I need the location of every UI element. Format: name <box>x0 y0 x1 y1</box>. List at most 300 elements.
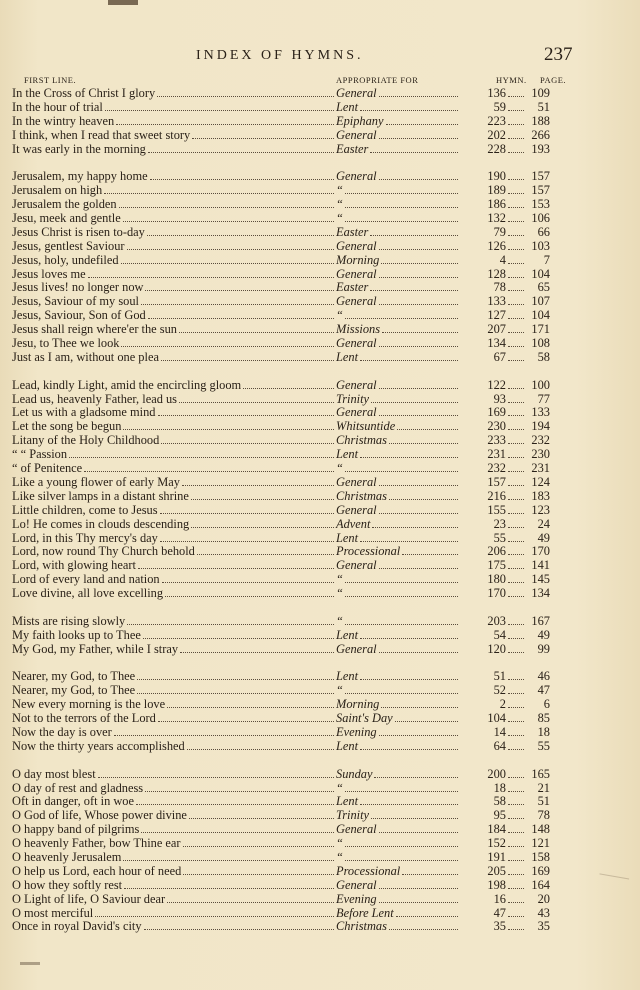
index-entry <box>12 254 572 268</box>
leader-dots <box>508 289 524 291</box>
hymn-number: 152 <box>487 836 506 851</box>
first-line-text: Let us with a gladsome mind <box>12 406 156 420</box>
separator-dots-cell <box>506 901 526 906</box>
leader-dots <box>371 817 458 819</box>
appropriate-for-cell <box>336 559 460 573</box>
separator-dots-cell <box>506 928 526 933</box>
leader-dots <box>183 845 334 847</box>
leader-dots <box>165 595 334 597</box>
appropriate-for-cell <box>336 448 460 462</box>
page-ref: 194 <box>531 419 550 434</box>
page-ref: 24 <box>537 516 550 531</box>
index-entry <box>12 726 572 740</box>
leader-dots <box>508 678 524 680</box>
leader-dots <box>192 137 334 139</box>
leader-dots <box>345 220 458 222</box>
first-line-text: O day most blest <box>12 767 96 781</box>
separator-dots-cell <box>506 484 526 489</box>
index-entry <box>12 615 572 629</box>
hymn-number: 23 <box>493 516 506 531</box>
leader-dots <box>508 887 524 889</box>
appropriate-for-cell <box>336 393 460 407</box>
first-line-text: Love divine, all love excelling <box>12 587 164 601</box>
leader-dots <box>137 692 334 694</box>
appropriate-for-text: General <box>336 336 377 351</box>
appropriate-for-cell <box>336 198 460 212</box>
leader-dots <box>508 845 524 847</box>
first-line-text: O heavenly Father, bow Thine ear <box>12 837 181 851</box>
appropriate-for-cell <box>336 337 460 351</box>
appropriate-for-text: Lent <box>336 669 359 684</box>
hymn-number: 122 <box>487 377 506 392</box>
first-line-cell <box>12 434 336 448</box>
separator-dots-cell <box>506 553 526 558</box>
hymn-number: 14 <box>493 724 506 739</box>
separator-dots-cell <box>506 331 526 336</box>
first-line-text: O help us Lord, each hour of need <box>12 864 182 878</box>
appropriate-for-text: Christmas <box>336 488 387 503</box>
appropriate-for-cell <box>336 865 460 879</box>
leader-dots <box>508 428 524 430</box>
leader-dots <box>508 540 524 542</box>
appropriate-for-cell <box>336 545 460 559</box>
page-ref: 164 <box>531 877 550 892</box>
first-line-text: Lo! He comes in clouds descending <box>12 517 190 531</box>
hymn-number: 231 <box>487 447 506 462</box>
hymn-number: 52 <box>493 683 506 698</box>
index-entry <box>12 406 572 420</box>
first-line-text: Now the day is over <box>12 725 112 739</box>
hymn-number: 35 <box>493 919 506 934</box>
leader-dots <box>382 331 458 333</box>
print-mark <box>20 962 40 965</box>
leader-dots <box>381 706 458 708</box>
separator-dots-cell <box>506 651 526 656</box>
separator-dots-cell <box>506 317 526 322</box>
first-line-text: Jerusalem, my happy home <box>12 170 148 184</box>
leader-dots <box>508 456 524 458</box>
index-entry <box>12 837 572 851</box>
index-entry <box>12 448 572 462</box>
appropriate-for-text: General <box>336 377 377 392</box>
appropriate-for-text: General <box>336 558 377 573</box>
leader-dots <box>150 178 334 180</box>
first-line-text: Jesus Christ is risen to-day <box>12 225 145 239</box>
appropriate-for-text: “ <box>336 461 343 476</box>
index-entry <box>12 893 572 907</box>
first-line-cell <box>12 115 336 129</box>
leader-dots <box>379 137 458 139</box>
leader-dots <box>147 234 334 236</box>
appropriate-for-cell <box>336 837 460 851</box>
hymn-number: 155 <box>487 502 506 517</box>
hymn-number: 55 <box>493 530 506 545</box>
index-entry <box>12 559 572 573</box>
index-entry <box>12 476 572 490</box>
page-ref: 104 <box>531 266 550 281</box>
hymn-number: 184 <box>487 822 506 837</box>
index-entry <box>12 920 572 934</box>
hymn-number: 189 <box>487 183 506 198</box>
leader-dots <box>379 734 458 736</box>
leader-dots <box>370 289 458 291</box>
first-line-text: Just as I am, without one plea <box>12 350 159 364</box>
first-line-text: Little children, come to Jesus <box>12 503 158 517</box>
index-entry <box>12 712 572 726</box>
separator-dots-cell <box>506 873 526 878</box>
index-entry <box>12 865 572 879</box>
leader-dots <box>243 387 334 389</box>
page-ref: 51 <box>537 794 550 809</box>
separator-dots-cell <box>506 123 526 128</box>
appropriate-for-text: General <box>336 294 377 309</box>
separator-dots-cell <box>506 401 526 406</box>
index-entry <box>12 823 572 837</box>
leader-dots <box>402 873 458 875</box>
appropriate-for-text: Missions <box>336 322 381 337</box>
page-ref: 65 <box>537 280 550 295</box>
index-entry <box>12 226 572 240</box>
page-ref: 231 <box>531 461 550 476</box>
first-line-cell <box>12 893 336 907</box>
index-entry <box>12 573 572 587</box>
hymn-number: 136 <box>487 86 506 100</box>
leader-dots <box>136 803 334 805</box>
leader-dots <box>179 401 334 403</box>
leader-dots <box>508 706 524 708</box>
leader-dots <box>187 748 334 750</box>
leader-dots <box>345 192 458 194</box>
index-entry <box>12 629 572 643</box>
index-entry <box>12 782 572 796</box>
leader-dots <box>508 303 524 305</box>
leader-dots <box>121 262 334 264</box>
first-line-cell <box>12 920 336 934</box>
separator-dots-cell <box>506 303 526 308</box>
appropriate-for-text: Whitsuntide <box>336 419 396 434</box>
first-line-text: Litany of the Holy Childhood <box>12 434 160 448</box>
leader-dots <box>508 692 524 694</box>
first-line-text: Jesu, meek and gentle <box>12 212 121 226</box>
leader-dots <box>379 414 458 416</box>
appropriate-for-cell <box>336 795 460 809</box>
leader-dots <box>148 151 334 153</box>
separator-dots-cell <box>506 567 526 572</box>
appropriate-for-text: “ <box>336 197 343 212</box>
hymn-number: 18 <box>493 780 506 795</box>
index-entry <box>12 129 572 143</box>
index-entry <box>12 143 572 157</box>
column-header-first-line: FIRST LINE. <box>24 75 77 85</box>
page-ref: 171 <box>531 322 550 337</box>
appropriate-for-cell <box>336 143 460 157</box>
appropriate-for-text: Advent <box>336 516 371 531</box>
index-entry <box>12 281 572 295</box>
appropriate-for-cell <box>336 851 460 865</box>
appropriate-for-text: Lent <box>336 349 359 364</box>
leader-dots <box>145 289 334 291</box>
first-line-cell <box>12 254 336 268</box>
first-line-cell <box>12 504 336 518</box>
leader-dots <box>360 359 458 361</box>
page-ref: 169 <box>531 863 550 878</box>
appropriate-for-cell <box>336 587 460 601</box>
appropriate-for-text: Lent <box>336 447 359 462</box>
leader-dots <box>508 526 524 528</box>
appropriate-for-cell <box>336 532 460 546</box>
appropriate-for-cell <box>336 573 460 587</box>
leader-dots <box>161 359 334 361</box>
appropriate-for-cell <box>336 504 460 518</box>
appropriate-for-cell <box>336 462 460 476</box>
first-line-text: O heavenly Jerusalem <box>12 850 122 864</box>
leader-dots <box>345 845 458 847</box>
appropriate-for-cell <box>336 295 460 309</box>
separator-dots-cell <box>506 248 526 253</box>
separator-dots-cell <box>506 234 526 239</box>
page-ref: 108 <box>531 336 550 351</box>
separator-dots-cell <box>506 581 526 586</box>
appropriate-for-cell <box>336 782 460 796</box>
first-line-text: Jerusalem the golden <box>12 198 117 212</box>
first-line-cell <box>12 837 336 851</box>
appropriate-for-text: General <box>336 641 377 656</box>
leader-dots <box>508 873 524 875</box>
index-entry <box>12 115 572 129</box>
first-line-cell <box>12 615 336 629</box>
leader-dots <box>389 498 458 500</box>
first-line-cell <box>12 518 336 532</box>
separator-dots-cell <box>506 470 526 475</box>
appropriate-for-cell <box>336 212 460 226</box>
appropriate-for-cell <box>336 406 460 420</box>
index-entry <box>12 643 572 657</box>
page-ref: 188 <box>531 113 550 128</box>
page-ref: 232 <box>531 433 550 448</box>
appropriate-for-text: “ <box>336 211 343 226</box>
hymn-number: 126 <box>487 238 506 253</box>
first-line-text: Jesus loves me <box>12 267 86 281</box>
index-entry <box>12 490 572 504</box>
first-line-cell <box>12 184 336 198</box>
leader-dots <box>141 303 334 305</box>
index-entry <box>12 101 572 115</box>
separator-dots-cell <box>506 345 526 350</box>
hymn-number: 198 <box>487 877 506 892</box>
hymn-number: 134 <box>487 336 506 351</box>
page-ref: 35 <box>537 919 550 934</box>
hymn-number: 51 <box>493 669 506 684</box>
appropriate-for-text: “ <box>336 613 343 628</box>
appropriate-for-text: General <box>336 86 377 100</box>
first-line-cell <box>12 226 336 240</box>
page-header <box>0 44 640 72</box>
hymn-number: 205 <box>487 863 506 878</box>
hymn-number: 202 <box>487 127 506 142</box>
appropriate-for-text: Epiphany <box>336 113 384 128</box>
hymn-number: 169 <box>487 405 506 420</box>
leader-dots <box>508 387 524 389</box>
hymn-number: 232 <box>487 461 506 476</box>
leader-dots <box>379 484 458 486</box>
leader-dots <box>167 706 334 708</box>
separator-dots-cell <box>506 734 526 739</box>
appropriate-for-cell <box>336 434 460 448</box>
index-entry <box>12 532 572 546</box>
first-line-cell <box>12 281 336 295</box>
appropriate-for-cell <box>336 893 460 907</box>
separator-dots-cell <box>506 414 526 419</box>
separator-dots-cell <box>506 456 526 461</box>
leader-dots <box>381 262 458 264</box>
separator-dots-cell <box>506 803 526 808</box>
page-ref: 77 <box>537 391 550 406</box>
leader-dots <box>124 887 334 889</box>
index-entry <box>12 587 572 601</box>
first-line-cell <box>12 476 336 490</box>
index-entry <box>12 462 572 476</box>
page-ref: 157 <box>531 169 550 184</box>
appropriate-for-text: Sunday <box>336 766 373 781</box>
first-line-cell <box>12 351 336 365</box>
separator-dots-cell <box>506 817 526 822</box>
separator-dots-cell <box>506 692 526 697</box>
appropriate-for-text: “ <box>336 572 343 587</box>
leader-dots <box>508 276 524 278</box>
page-ref: 104 <box>531 308 550 323</box>
leader-dots <box>508 637 524 639</box>
separator-dots-cell <box>506 540 526 545</box>
appropriate-for-cell <box>336 740 460 754</box>
first-line-cell <box>12 448 336 462</box>
first-line-cell <box>12 323 336 337</box>
leader-dots <box>167 901 334 903</box>
first-line-cell <box>12 670 336 684</box>
page-ref: 141 <box>531 558 550 573</box>
page-ref: 66 <box>537 224 550 239</box>
first-line-text: I think, when I read that sweet story <box>12 128 191 142</box>
first-line-text: Oft in danger, oft in woe <box>12 795 135 809</box>
leader-dots <box>379 248 458 250</box>
separator-dots-cell <box>506 387 526 392</box>
appropriate-for-cell <box>336 726 460 740</box>
first-line-cell <box>12 809 336 823</box>
first-line-text: Not to the terrors of the Lord <box>12 712 156 726</box>
appropriate-for-cell <box>336 823 460 837</box>
leader-dots <box>345 859 458 861</box>
leader-dots <box>508 901 524 903</box>
hymn-number: 16 <box>493 891 506 906</box>
leader-dots <box>69 456 334 458</box>
leader-dots <box>508 206 524 208</box>
separator-dots-cell <box>506 915 526 920</box>
leader-dots <box>508 720 524 722</box>
leader-dots <box>379 95 458 97</box>
index-entry <box>12 268 572 282</box>
first-line-text: Lord, now round Thy Church behold <box>12 545 195 559</box>
leader-dots <box>508 123 524 125</box>
appropriate-for-text: “ <box>336 780 343 795</box>
appropriate-for-cell <box>336 476 460 490</box>
first-line-cell <box>12 559 336 573</box>
column-header-appropriate-for: APPROPRIATE FOR <box>336 75 419 85</box>
page-ref: 21 <box>537 780 550 795</box>
appropriate-for-text: Saint's Day <box>336 711 393 726</box>
hymn-number: 180 <box>487 572 506 587</box>
appropriate-for-text: General <box>336 877 377 892</box>
hymn-number: 64 <box>493 738 506 753</box>
leader-dots <box>370 234 458 236</box>
hymn-number: 216 <box>487 488 506 503</box>
hymn-number: 127 <box>487 308 506 323</box>
leader-dots <box>508 137 524 139</box>
appropriate-for-text: Trinity <box>336 808 370 823</box>
hymn-number: 132 <box>487 211 506 226</box>
page-ref: 85 <box>537 711 550 726</box>
first-line-cell <box>12 851 336 865</box>
first-line-cell <box>12 823 336 837</box>
first-line-text: O God of life, Whose power divine <box>12 809 187 823</box>
column-header-hymn: HYMN. <box>496 75 527 85</box>
first-line-text: Jesus, holy, undefiled <box>12 253 119 267</box>
first-line-cell <box>12 198 336 212</box>
leader-dots <box>508 581 524 583</box>
first-line-text: Now the thirty years accomplished <box>12 739 185 753</box>
first-line-text: In the wintry heaven <box>12 114 115 128</box>
appropriate-for-text: Christmas <box>336 433 387 448</box>
appropriate-for-cell <box>336 115 460 129</box>
leader-dots <box>138 567 334 569</box>
leader-dots <box>379 831 458 833</box>
leader-dots <box>508 248 524 250</box>
first-line-text: Jesu, to Thee we look <box>12 337 120 351</box>
first-line-cell <box>12 337 336 351</box>
index-entry <box>12 170 572 184</box>
separator-dots-cell <box>506 512 526 517</box>
hymn-number: 104 <box>487 711 506 726</box>
page-ref: 158 <box>531 849 550 864</box>
hymn-number: 120 <box>487 641 506 656</box>
leader-dots <box>379 567 458 569</box>
appropriate-for-cell <box>336 768 460 782</box>
hymn-number: 170 <box>487 586 506 601</box>
page-ref: 106 <box>531 211 550 226</box>
separator-dots-cell <box>506 220 526 225</box>
first-line-cell <box>12 379 336 393</box>
first-line-cell <box>12 309 336 323</box>
leader-dots <box>345 790 458 792</box>
first-line-cell <box>12 87 336 101</box>
first-line-cell <box>12 462 336 476</box>
index-entry <box>12 851 572 865</box>
page-ref: 134 <box>531 586 550 601</box>
appropriate-for-cell <box>336 226 460 240</box>
appropriate-for-cell <box>336 879 460 893</box>
column-header-page: PAGE. <box>540 75 567 85</box>
appropriate-for-cell <box>336 920 460 934</box>
leader-dots <box>119 206 334 208</box>
leader-dots <box>508 512 524 514</box>
index-entry <box>12 809 572 823</box>
first-line-text: Jesus shall reign where'er the sun <box>12 323 177 337</box>
first-line-text: Lead us, heavenly Father, lead us <box>12 392 177 406</box>
page-ref: 47 <box>537 683 550 698</box>
appropriate-for-cell <box>336 281 460 295</box>
appropriate-for-text: Lent <box>336 794 359 809</box>
appropriate-for-cell <box>336 670 460 684</box>
appropriate-for-text: Lent <box>336 530 359 545</box>
appropriate-for-text: General <box>336 474 377 489</box>
